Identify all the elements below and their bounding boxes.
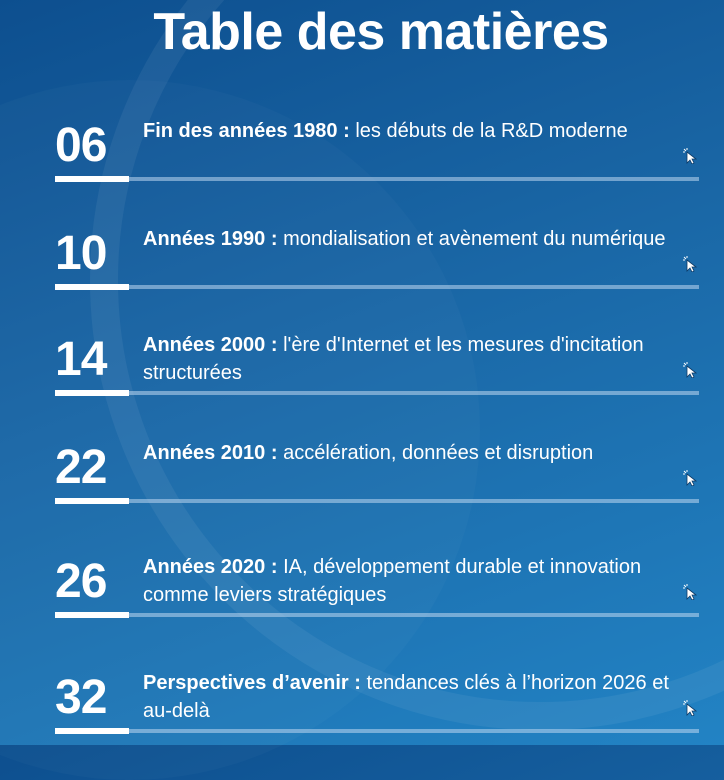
entry-heading: Années 1990 : (143, 228, 278, 250)
entry-text (143, 553, 673, 609)
click-cursor-icon[interactable] (683, 148, 697, 164)
number-underline (55, 176, 129, 182)
entry-description: tendances clés à l’horizon 2026 et au-delà (143, 672, 669, 722)
toc-entry-1[interactable] (55, 120, 699, 186)
entry-text (143, 117, 673, 145)
page-number: 22 (55, 441, 107, 494)
entry-heading: Perspectives d’avenir : (143, 672, 361, 694)
page-title: Table des matières (153, 3, 609, 61)
entry-description: l'ère d'Internet et les mesures d'incitation structurées (143, 334, 644, 384)
entry-text (143, 669, 673, 725)
number-underline (55, 284, 129, 290)
entry-divider (129, 285, 699, 289)
click-cursor-icon[interactable] (683, 584, 697, 600)
page-number: 26 (55, 555, 107, 608)
number-underline (55, 728, 129, 734)
number-underline (55, 612, 129, 618)
entry-divider (129, 729, 699, 733)
entry-heading: Années 2000 : (143, 334, 278, 356)
toc-entry-3[interactable] (55, 334, 699, 400)
toc-entry-2[interactable] (55, 228, 699, 294)
page-number: 14 (55, 333, 107, 386)
entry-description: accélération, données et disruption (277, 442, 594, 464)
number-underline (55, 390, 129, 396)
entry-description: mondialisation et avènement du numérique (277, 228, 666, 250)
entry-divider (129, 177, 699, 181)
page-number: 32 (55, 671, 107, 724)
entry-heading: Années 2010 : (143, 442, 278, 464)
entry-divider (129, 613, 699, 617)
toc-entry-5[interactable] (55, 556, 699, 622)
entry-heading: Fin des années 1980 : (143, 120, 350, 142)
number-underline (55, 498, 129, 504)
click-cursor-icon[interactable] (683, 470, 697, 486)
entry-text (143, 439, 673, 467)
entry-text (143, 225, 673, 253)
entry-description: les débuts de la R&D moderne (349, 120, 628, 142)
click-cursor-icon[interactable] (683, 256, 697, 272)
entry-divider (129, 391, 699, 395)
entry-text (143, 331, 673, 387)
entry-divider (129, 499, 699, 503)
page-number: 06 (55, 119, 107, 172)
toc-entry-4[interactable] (55, 442, 699, 508)
page-number: 10 (55, 227, 107, 280)
click-cursor-icon[interactable] (683, 362, 697, 378)
click-cursor-icon[interactable] (683, 700, 697, 716)
toc-entry-6[interactable] (55, 672, 699, 738)
entry-description: IA, développement durable et innovation comme leviers stratégiques (143, 556, 642, 606)
entry-heading: Années 2020 : (143, 556, 278, 578)
